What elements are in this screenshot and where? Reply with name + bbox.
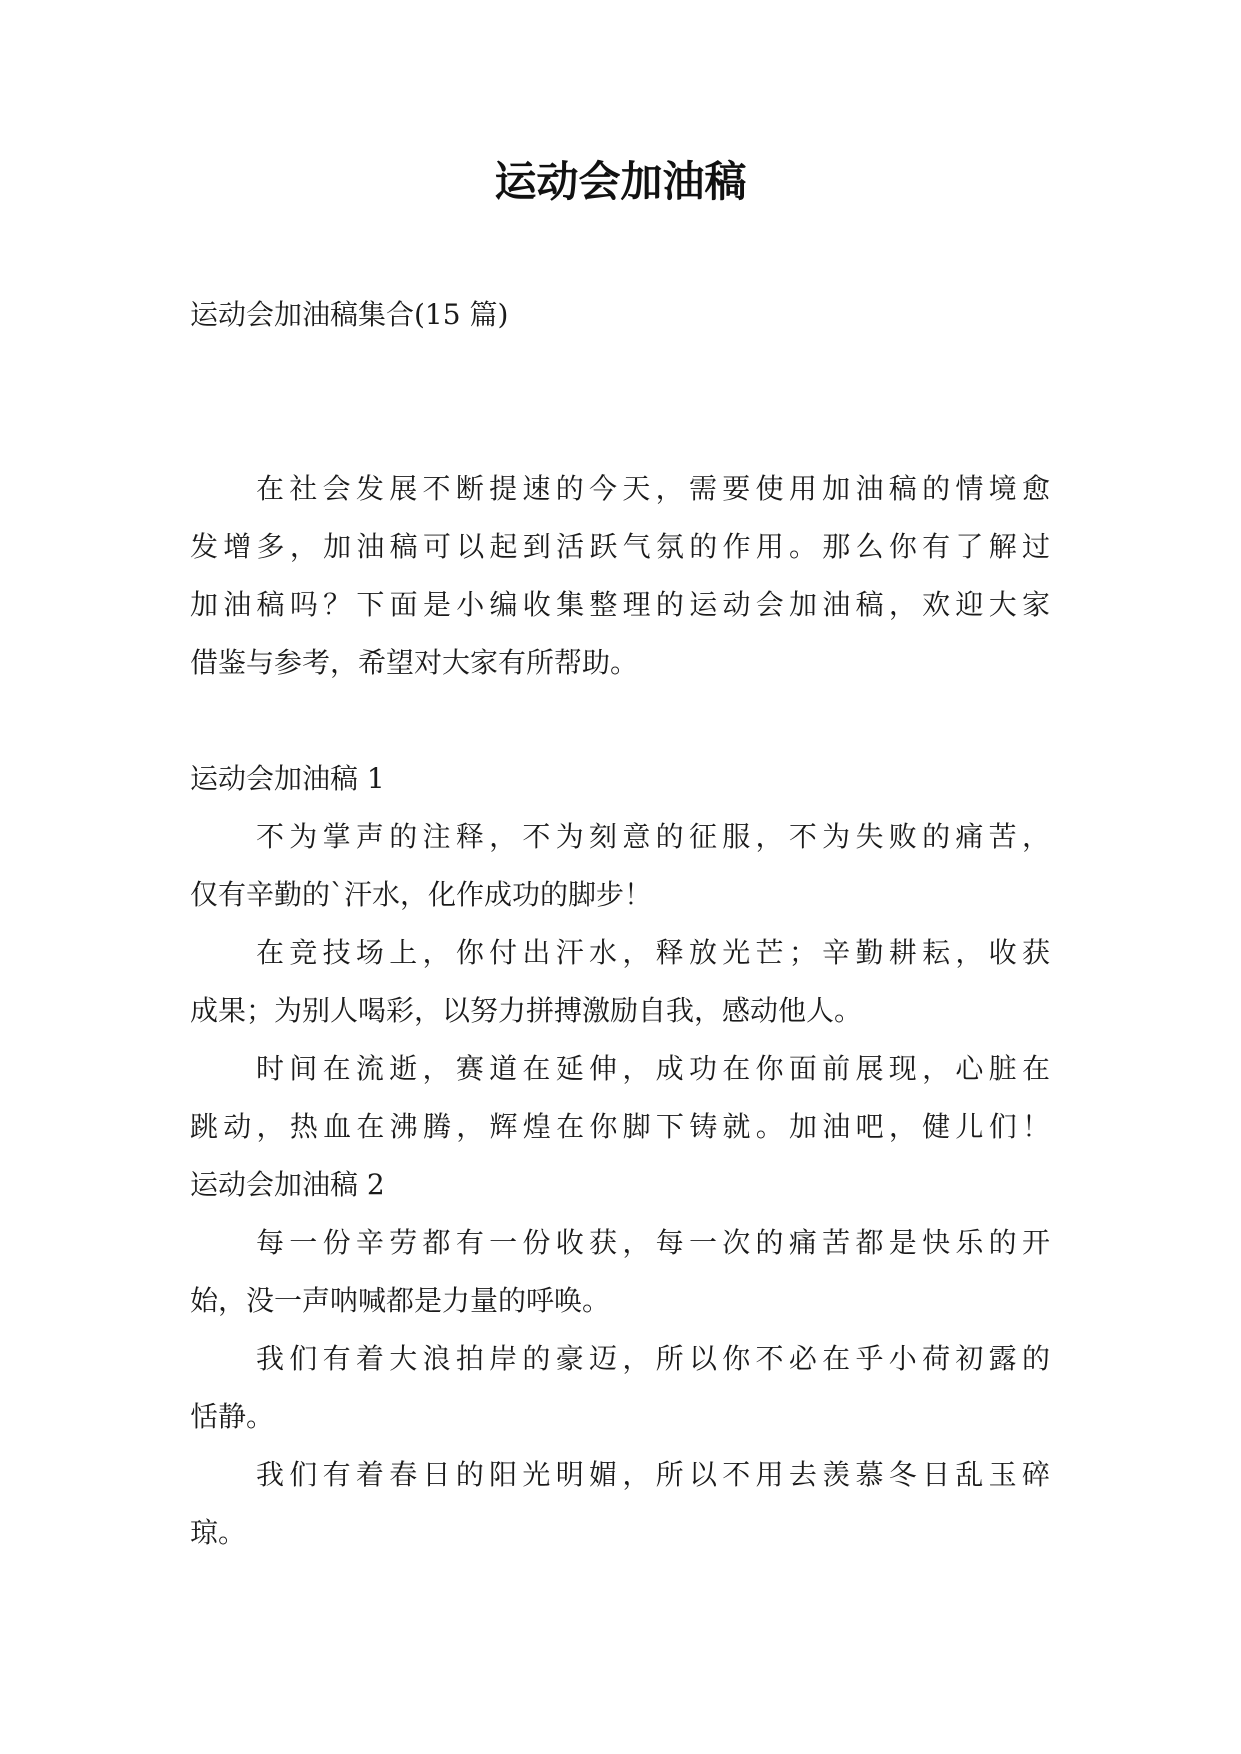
- section-heading: 运动会加油稿 1: [190, 762, 385, 795]
- paragraph-line: 在竞技场上，你付出汗水，释放光芒；辛勤耕耘，收获: [256, 936, 1050, 969]
- intro-line: 借鉴与参考，希望对大家有所帮助。: [190, 646, 639, 679]
- intro-line: 发增多，加油稿可以起到活跃气氛的作用。那么你有了解过: [190, 530, 1050, 563]
- section-2: [190, 1156, 1050, 1562]
- paragraph-line: 琼。: [190, 1516, 247, 1549]
- paragraph-line: 每一份辛劳都有一份收获，每一次的痛苦都是快乐的开: [256, 1226, 1050, 1259]
- section-heading: 运动会加油稿 2: [190, 1168, 385, 1201]
- paragraph-line: 始，没一声呐喊都是力量的呼唤。: [190, 1284, 611, 1317]
- page-title: 运动会加油稿: [494, 157, 747, 206]
- spacer: [190, 344, 1050, 402]
- paragraph-line: 跳动，热血在沸腾，辉煌在你脚下铸就。加油吧，健儿们！: [190, 1110, 1050, 1143]
- intro-paragraph: [190, 460, 1050, 692]
- paragraph-line: 我们有着春日的阳光明媚，所以不用去羡慕冬日乱玉碎: [256, 1458, 1050, 1491]
- collection-title: 运动会加油稿集合(15 篇): [190, 298, 509, 331]
- paragraph-line: 恬静。: [190, 1400, 275, 1433]
- paragraph-line: 成果；为别人喝彩，以努力拼搏激励自我，感动他人。: [190, 994, 863, 1027]
- spacer: [190, 692, 1050, 750]
- document-body: [190, 286, 1050, 1562]
- section-1: [190, 750, 1050, 1156]
- intro-line: 加油稿吗？下面是小编收集整理的运动会加油稿，欢迎大家: [190, 588, 1050, 621]
- paragraph-line: 我们有着大浪拍岸的豪迈，所以你不必在乎小荷初露的: [256, 1342, 1050, 1375]
- spacer: [190, 402, 1050, 460]
- paragraph-line: 时间在流逝，赛道在延伸，成功在你面前展现，心脏在: [256, 1052, 1050, 1085]
- paragraph-line: 仅有辛勤的`汗水，化作成功的脚步！: [190, 878, 653, 911]
- intro-line: 在社会发展不断提速的今天，需要使用加油稿的情境愈: [256, 472, 1050, 505]
- paragraph-line: 不为掌声的注释，不为刻意的征服，不为失败的痛苦，: [256, 820, 1050, 853]
